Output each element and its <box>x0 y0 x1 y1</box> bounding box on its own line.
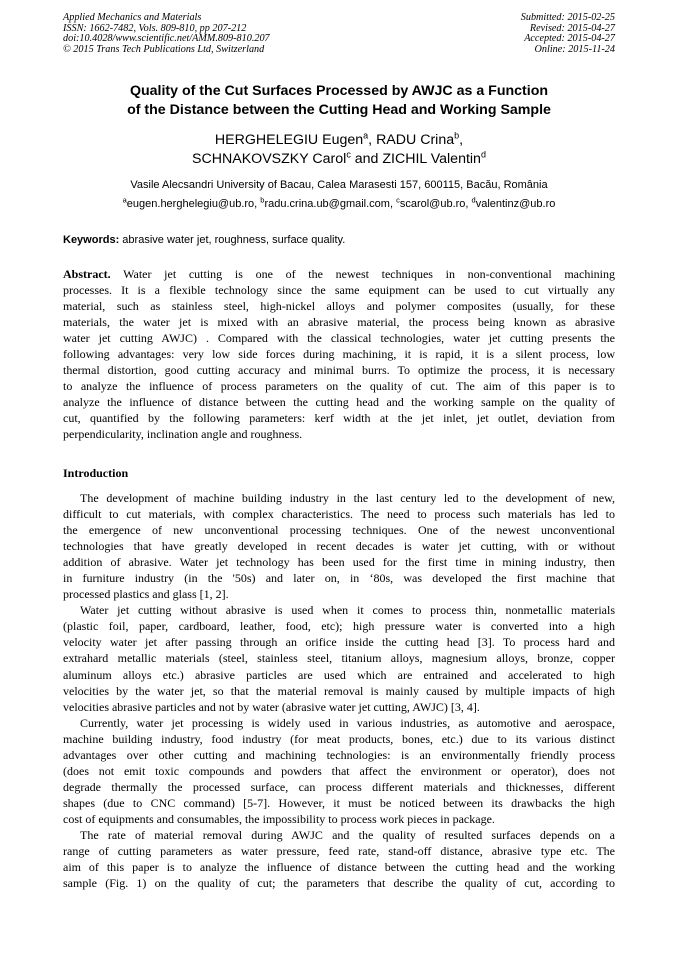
abstract <box>63 266 615 443</box>
paragraph-line: (plastic foil, paper, cardboard, leather, food, etc); high pressure water is converted into a high <box>63 619 615 634</box>
paragraph-line: velocity water jet after passing through an orifice inside the cutting head [3]. To process hard and <box>63 635 615 650</box>
abstract-line-text: Water jet cutting is one of the newest techniques in non-conventional machining <box>110 267 615 281</box>
paragraph-line: aluminum alloys etc.) abrasive particles are used which are entrained and accelerated to high <box>63 667 615 682</box>
author-emails <box>40 197 638 211</box>
doi-line: doi:10.4028/www.scientific.net/AMM.809-810.207 <box>63 33 270 45</box>
email-superscript: a <box>122 195 127 205</box>
title-line: of the Distance between the Cutting Head and Working Sample <box>127 101 551 118</box>
abstract-line: to analyze the influence of process parameters on the quality of cut. The aim of this paper is to <box>63 379 615 394</box>
paragraph-line: shapes (due to CNC command) [5-7]. However, it must be noticed between its drawbacks the high <box>63 795 615 810</box>
abstract-line: cut, quantified by the following parameters: kerf width at the jet inlet, jet outlet, deviation from <box>63 411 615 426</box>
abstract-line: processes. It is a flexible technology since the same equipment can be used to cut virtually any <box>63 283 615 298</box>
journal-header-left <box>63 13 270 55</box>
author-name: RADU Crina <box>376 132 455 148</box>
author-superscript: b <box>454 130 460 141</box>
paragraph-line: (does not emit toxic compounds and powders that affect the environment or operator), does not <box>63 763 615 778</box>
author-superscript: d <box>480 148 486 159</box>
author-separator: , <box>368 132 377 148</box>
paragraph-line: the emergence of new unconventional processing techniques. One of the newest unconventional <box>63 523 615 538</box>
email-address: valentinz@ub.ro <box>475 198 556 210</box>
paragraph-line: in furniture industry (in the '50s) and later on, in ‘80s, was developed the first machine that <box>63 571 615 586</box>
abstract-line: material, such as stainless steel, high-nickel alloys and polymer composites (usually, for these <box>63 299 615 314</box>
author-line <box>40 131 638 150</box>
paragraph-line: degrade thermally the processed surface, can process different materials and thicknesses, different <box>63 779 615 794</box>
issn-line: ISSN: 1662-7482, Vols. 809-810, pp 207-212 <box>63 22 247 34</box>
author-name: ZICHIL Valentin <box>382 150 481 167</box>
paragraph-line: difficult to cut materials, with complex characteristics. The need to process such materials has led to <box>63 507 615 522</box>
email-superscript: c <box>396 195 400 205</box>
paragraph-line: extrahard metallic materials (steel, stainless steel, titanium alloys, magnesium alloys, bronze, copper <box>63 651 615 666</box>
paragraph-line: velocities abrasive particles and not by water (abrasive water jet cutting, AWJC) [3, 4]. <box>63 699 480 714</box>
accepted-date: Accepted: 2015-04-27 <box>524 33 615 45</box>
affiliation: Vasile Alecsandri University of Bacau, Calea Marasesti 157, 600115, Bacău, România <box>130 179 548 191</box>
paper-title <box>40 82 638 119</box>
email-superscript: d <box>471 195 476 205</box>
paragraph-line: The development of machine building industry in the last century led to the development of new, <box>80 491 615 505</box>
paragraph-line: sample (Fig. 1) on the quality of cut; the parameters that describe the quality of cut, according to <box>63 876 615 891</box>
keywords <box>63 234 345 246</box>
author-separator: , <box>459 132 464 148</box>
submitted-date: Submitted: 2015-02-25 <box>520 12 615 23</box>
paragraph-line: machine building industry, food industry (for meat products, bones, etc.) due to its various distinct <box>63 731 615 746</box>
abstract-line: analyze the influence of distance between the cutting head and the working sample on the quality of <box>63 395 615 410</box>
abstract-line: materials, the water jet is mixed with an abrasive material, the process being known as abrasive <box>63 315 615 330</box>
email-address: radu.crina.ub@gmail.com, <box>264 198 397 210</box>
email-address: eugen.herghelegiu@ub.ro, <box>126 198 261 210</box>
abstract-line: water jet cutting AWJC) . Compared with the classical technologies, water jet cutting presents the <box>63 331 615 346</box>
paragraph-line: processed plastics and glass [1, 2]. <box>63 587 229 602</box>
journal-name: Applied Mechanics and Materials <box>63 12 202 23</box>
revised-date: Revised: 2015-04-27 <box>529 22 615 34</box>
author-list <box>40 131 638 168</box>
abstract-line <box>63 266 615 282</box>
paragraph-line: cost of equipments and consumables, the impossibility to process work pieces in package. <box>63 811 495 826</box>
introduction-body <box>63 490 615 891</box>
paragraph-line: The rate of material removal during AWJC and the quality of resulted surfaces depends on a <box>80 827 615 842</box>
keywords-label: Keywords: <box>63 234 120 246</box>
keywords-text: abrasive water jet, roughness, surface quality. <box>119 234 346 246</box>
paragraph-line: Currently, water jet processing is widely used in various industries, as automotive and aerospace, <box>80 715 615 730</box>
author-separator: and <box>350 150 383 167</box>
paragraph-line: range of cutting parameters as water pressure, feed rate, stand-off distance, abrasive type etc. The <box>63 844 615 859</box>
paragraph-line: technologies that have greatly developed in recent decades is water jet cutting, with or without <box>63 539 615 554</box>
abstract-line: following advantages: very low side forces during machining, it is rapid, it is a silent process, low <box>63 347 615 362</box>
title-line: Quality of the Cut Surfaces Processed by AWJC as a Function <box>129 83 549 99</box>
author-name: SCHNAKOVSZKY Carol <box>192 150 347 167</box>
journal-header-right <box>521 13 615 55</box>
abstract-label: Abstract. <box>63 267 111 281</box>
paragraph-line: velocities by the water jet, so that the material removal is mainly caused by multiple impacts of high <box>63 683 615 698</box>
author-line <box>40 150 638 169</box>
section-heading: Introduction <box>63 466 129 480</box>
author-superscript: a <box>363 130 369 141</box>
paragraph-line: aim of this paper is to analyze the influence of distance between the cutting head and the working <box>63 860 615 875</box>
abstract-line: perpendicularity, inclination angle and roughness. <box>63 427 303 442</box>
paragraph-line: advantages over other cutting and machining technologies: is an environmentally friendly process <box>63 747 615 762</box>
abstract-line: thermal distortion, good cutting accuracy and minimal burrs. To optimize the process, it is necessary <box>63 363 615 378</box>
paragraph-line: Water jet cutting without abrasive is used when it comes to process thin, nonmetallic materials <box>80 603 615 618</box>
email-superscript: b <box>260 195 265 205</box>
online-date: Online: 2015-11-24 <box>534 43 615 55</box>
paragraph-line: addition of abrasive. Water jet technology has been used for the first time in mining industry, then <box>63 555 615 570</box>
author-superscript: c <box>346 148 351 159</box>
email-address: scarol@ub.ro, <box>399 198 472 210</box>
copyright-line: © 2015 Trans Tech Publications Ltd, Switzerland <box>63 43 265 55</box>
author-name: HERGHELEGIU Eugen <box>214 132 364 148</box>
